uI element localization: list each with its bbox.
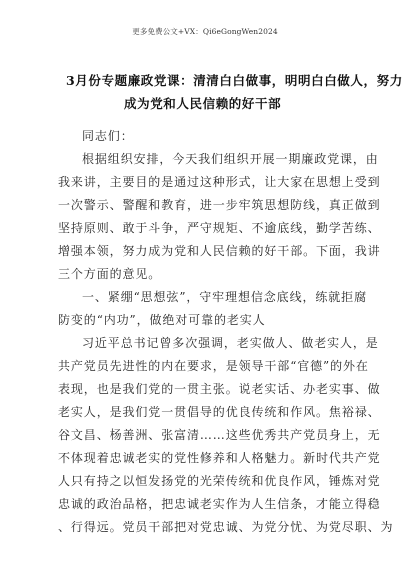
section-heading-line: 一、紧绷“思想弦”，守牢理想信念底线，练就拒腐 bbox=[82, 290, 367, 304]
paragraph-line: 共产党员先进性的内在要求，是领导干部“官德”的外在 bbox=[58, 359, 369, 373]
paragraph-line: 不体现着忠诚老实的党性修养和人格魅力。新时代共产党 bbox=[58, 451, 381, 465]
paragraph-line: 人只有持之以恒发扬党的光荣传统和优良作风，锤炼对党 bbox=[58, 474, 381, 488]
paragraph-line: 坚持原则、敢于斗争，严守规矩、不逾底线，勤学苦练、 bbox=[58, 221, 381, 235]
paragraph-line: 、行得远。党员干部把对党忠诚、为党分忧、为党尽职、为 bbox=[58, 520, 394, 534]
paragraph-line: 三个方面的意见。 bbox=[58, 267, 162, 281]
paragraph-line: 我来讲，主要目的是通过这种形式，让大家在思想上受到 bbox=[58, 175, 381, 189]
paragraph-line: 习近平总书记曾多次强调，老实做人、做老实人，是 bbox=[82, 336, 379, 350]
paragraph-line: 根据组织安排，今天我们组织开展一期廉政党课，由 bbox=[82, 152, 379, 166]
paragraph-line: 一次警示、警醒和教育，进一步牢筑思想防线，真正做到 bbox=[58, 198, 381, 212]
section-heading-line: 防变的“内功”，做绝对可靠的老实人 bbox=[58, 313, 266, 327]
paragraph-line: 忠诚的政治品格，把忠诚老实作为人生信条，才能立得稳 bbox=[58, 497, 381, 511]
paragraph-line: 老实人，是我们党一贯倡导的优良传统和作风。焦裕禄、 bbox=[58, 405, 381, 419]
document-title-line-1: 3月份专题廉政党课：清清白白做事，明明白白做人，努力 bbox=[66, 73, 403, 88]
header-note: 更多免费公文+VX：Qi6eGongWen2024 bbox=[132, 27, 278, 36]
document-title-line-2: 成为党和人民信赖的好干部 bbox=[124, 96, 282, 111]
paragraph-line: 表现，也是我们党的一贯主张。说老实话、办老实事、做 bbox=[58, 382, 381, 396]
salutation: 同志们： bbox=[82, 129, 134, 143]
paragraph-line: 谷文昌、杨善洲、张富清……这些优秀共产党员身上，无 bbox=[58, 428, 381, 442]
paragraph-line: 增强本领，努力成为党和人民信赖的好干部。下面，我讲 bbox=[58, 244, 381, 258]
